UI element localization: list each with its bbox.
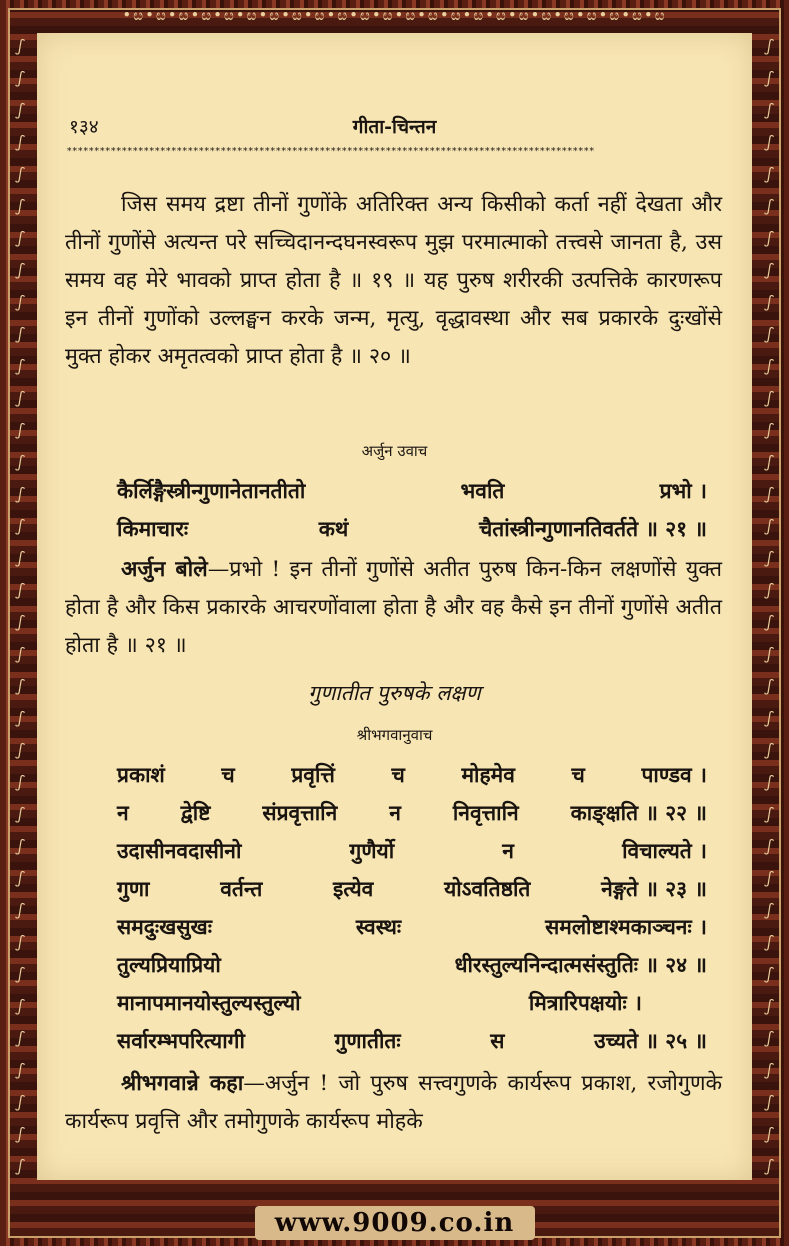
para-line: लक्षणोंसे युक्त होता है और किस प्रकारके आचरणोंवाला होता है और — [65, 557, 722, 620]
footer-band — [0, 1180, 789, 1246]
verse-word: समदुःखसुखः — [117, 914, 212, 939]
verse-word: सर्वारम्भपरित्यागी — [117, 1028, 245, 1053]
verse-word: गुणैर्यो — [349, 838, 395, 863]
verse-word: स्वस्थः — [355, 914, 402, 939]
top-ornament: •ೞ•ೞ•ೞ•ೞ•ೞ•ೞ•ೞ•ೞ•ೞ•ೞ•ೞ•ೞ•ೞ•ೞ•ೞ•ೞ•ೞ•ೞ•ೞ•ೞ•ೞ•ೞ•ೞ•ೞ — [122, 6, 667, 24]
header-separator: ************************************************************************************************ — [67, 147, 595, 157]
para-line: मुक्त होकर अमृतत्वको प्राप्त होता है ॥ २० ॥ — [65, 344, 411, 369]
speaker-arjuna: अर्जुन बोले — [121, 557, 208, 582]
para-line: प्रकाश, रजोगुणके कार्यरूप प्रवृत्ति और तमोगुणके कार्यरूप मोहके — [65, 1071, 722, 1134]
bhagavan-uvacha-heading: श्रीभगवानुवाच — [356, 726, 433, 744]
verse-word: च — [571, 762, 585, 787]
para-line: जिस समय द्रष्टा तीनों गुणोंके अतिरिक्त अन्य किसीको कर्ता — [121, 192, 589, 217]
verse-word: द्वेष्टि — [180, 800, 211, 825]
para-line: नहीं देखता और तीनों गुणोंसे अत्यन्त परे सच्चिदानन्दघनस्वरूप मुझ — [65, 192, 723, 255]
page-header — [69, 113, 720, 139]
para-line: वह कैसे इन तीनों गुणोंसे अतीत होता है ॥ २१ ॥ — [65, 595, 722, 658]
verse-line — [117, 799, 707, 827]
para-line: है ॥ १९ ॥ यह पुरुष शरीरकी उत्पत्तिके कारणरूप इन तीनों गुणोंको — [65, 268, 722, 331]
verse-line — [117, 989, 642, 1017]
verse-word: न — [502, 838, 514, 863]
paragraph-1 — [65, 186, 722, 376]
verse-word: कैर्लिङ्गैस्त्रीन्गुणानेतानतीतो — [117, 478, 306, 503]
verse-line — [117, 837, 707, 865]
verse-word: च — [391, 762, 405, 787]
verse-word: कथं — [318, 516, 349, 541]
verse-word: गुणातीतः — [334, 1028, 401, 1053]
verse-word: न — [389, 800, 401, 825]
verse-word: उच्यते ॥ २५ ॥ — [594, 1028, 707, 1053]
verse-line — [117, 761, 707, 789]
verse-word: नेङ्गते ॥ २३ ॥ — [601, 876, 707, 901]
verse-word: प्रभो । — [659, 478, 707, 503]
verse-word: गुणा — [117, 876, 150, 901]
verse-word: प्रवृत्तिं — [291, 762, 335, 787]
verse-word: काङ्क्षति ॥ २२ ॥ — [570, 800, 707, 825]
verse-word: च — [221, 762, 235, 787]
verse-word: वर्तन्त — [220, 876, 263, 901]
verse-word: चैतांस्त्रीन्गुणानतिवर्तते ॥ २१ ॥ — [478, 516, 707, 541]
paragraph-3 — [65, 1065, 722, 1141]
verse-word: विचाल्यते । — [622, 838, 707, 863]
verse-21-line-2 — [117, 515, 707, 543]
left-ornament: ഽ ഽ ഽ ഽ ഽ ഽ ഽ ഽ ഽ ഽ ഽ ഽ ഽ ഽ ഽ ഽ ഽ ഽ ഽ ഽ ഽ ഽ ഽ ഽ ഽ ഽ ഽ ഽ ഽ ഽ ഽ ഽ ഽ ഽ ഽ ഽ — [15, 37, 25, 1175]
verse-word: इत्येव — [333, 876, 374, 901]
para-line: —प्रभो ! इन तीनों गुणोंसे अतीत पुरुष किन-किन — [207, 557, 602, 582]
website-link[interactable]: www.9009.co.in — [274, 1208, 515, 1238]
verse-word: निवृत्तानि — [452, 800, 519, 825]
book-page — [37, 33, 752, 1180]
verse-word: मित्रारिपक्षयोः । — [528, 990, 642, 1015]
arjuna-uvacha-heading: अर्जुन उवाच — [361, 442, 428, 460]
para-line: —अर्जुन ! जो पुरुष सत्त्वगुणके कार्यरूप — [243, 1071, 572, 1096]
verse-word: समलोष्टाश्मकाञ्चनः । — [545, 914, 707, 939]
verse-word: धीरस्तुल्यनिन्दात्मसंस्तुतिः ॥ २४ ॥ — [454, 952, 707, 977]
speaker-bhagavan: श्रीभगवान्ने कहा — [121, 1071, 244, 1096]
verse-line — [117, 913, 707, 941]
verse-word: मोहमेव — [461, 762, 515, 787]
verse-line — [117, 1027, 707, 1055]
section-heading: गुणातीत पुरुषके लक्षण — [308, 681, 481, 705]
verse-21-line-1 — [117, 477, 707, 505]
para-line: उल्लङ्घन करके जन्म, मृत्यु, वृद्धावस्था और सब प्रकारके दुःखोंसे — [209, 306, 723, 331]
paragraph-2 — [65, 551, 722, 665]
verse-word: पाण्डव । — [641, 762, 707, 787]
verse-word: किमाचारः — [117, 516, 189, 541]
right-ornament: ഽ ഽ ഽ ഽ ഽ ഽ ഽ ഽ ഽ ഽ ഽ ഽ ഽ ഽ ഽ ഽ ഽ ഽ ഽ ഽ ഽ ഽ ഽ ഽ ഽ ഽ ഽ ഽ ഽ ഽ ഽ ഽ ഽ ഽ ഽ ഽ — [764, 37, 774, 1175]
page-number: १३४ — [69, 116, 99, 138]
verse-word: स — [490, 1028, 505, 1053]
verse-word: योऽवतिष्ठति — [444, 876, 531, 901]
page-title: गीता-चिन्तन — [352, 116, 437, 138]
verse-line — [117, 951, 707, 979]
verse-word: उदासीनवदासीनो — [117, 838, 242, 863]
verse-line — [117, 875, 707, 903]
verse-word: न — [117, 800, 129, 825]
verse-word: प्रकाशं — [117, 762, 165, 787]
verse-word: भवति — [460, 478, 505, 503]
para-line: परमात्माको तत्त्वसे जानता है, उस समय वह मेरे भावको प्राप्त होता — [65, 230, 722, 293]
verse-word: तुल्यप्रियाप्रियो — [117, 952, 221, 977]
verse-word: संप्रवृत्तानि — [262, 800, 338, 825]
verse-word: मानापमानयोस्तुल्यस्तुल्यो — [117, 990, 301, 1015]
